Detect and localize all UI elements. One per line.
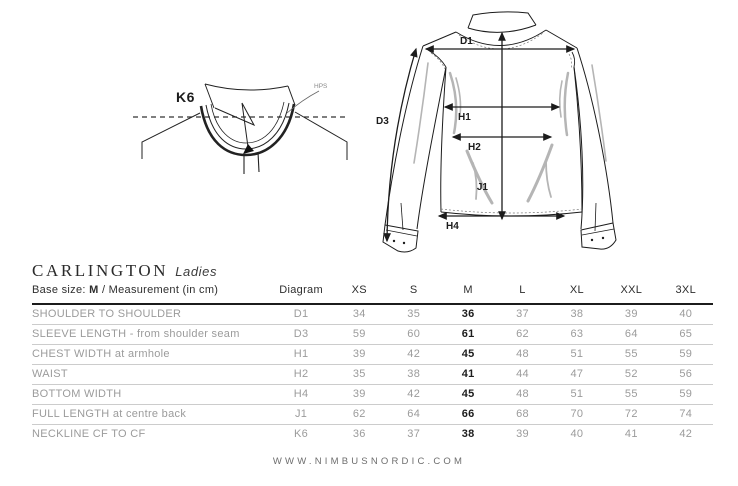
diagram-code: H2 xyxy=(270,364,332,384)
size-value-l: 39 xyxy=(516,428,529,441)
column-header-l: L xyxy=(495,284,549,304)
size-value-3xl: 59 xyxy=(659,344,713,364)
h4-label: H4 xyxy=(446,221,459,232)
size-value-s: 42 xyxy=(387,344,441,364)
d3-label: D3 xyxy=(376,116,389,127)
size-value-m: 45 xyxy=(441,384,495,404)
size-value-s: 60 xyxy=(387,324,441,344)
diagram-code: H4 xyxy=(270,384,332,404)
measurement-label: SLEEVE LENGTH - from shoulder seam xyxy=(32,324,270,344)
size-value-xl: 40 xyxy=(570,428,584,441)
diagram-code: H1 xyxy=(270,344,332,364)
size-value-xl: 51 xyxy=(550,384,604,404)
product-name: CARLINGTON xyxy=(32,261,169,280)
size-value-xxl: 52 xyxy=(604,364,658,384)
size-value-xl: 47 xyxy=(550,364,604,384)
measurement-unit-label: / Measurement (in cm) xyxy=(101,284,219,296)
j1-label: J1 xyxy=(476,182,488,193)
measurement-label: NECKLINE CF TO CF xyxy=(32,428,146,441)
diagram-code: K6 xyxy=(294,428,309,441)
size-value-l: 68 xyxy=(495,404,549,424)
size-value-xl: 63 xyxy=(550,324,604,344)
size-value-s: 42 xyxy=(387,384,441,404)
diagram-code: D1 xyxy=(270,304,332,324)
size-value-m: 41 xyxy=(441,364,495,384)
column-header-xxl: XXL xyxy=(604,284,658,304)
size-table xyxy=(32,284,713,444)
base-size-prefix: Base size: xyxy=(32,284,86,296)
size-value-xxl: 55 xyxy=(604,384,658,404)
size-value-xs: 39 xyxy=(332,384,386,404)
column-header-s: S xyxy=(387,284,441,304)
column-header-3xl: 3XL xyxy=(659,284,713,304)
size-value-m: 66 xyxy=(441,404,495,424)
shirt-measurement-diagram xyxy=(370,3,620,255)
size-value-l: 62 xyxy=(495,324,549,344)
size-value-xxl: 55 xyxy=(604,344,658,364)
table-header-row xyxy=(32,284,713,304)
size-value-xxl: 64 xyxy=(604,324,658,344)
size-value-xl: 38 xyxy=(550,304,604,324)
size-value-xxl: 41 xyxy=(624,428,638,441)
size-value-s: 37 xyxy=(407,428,421,441)
size-value-3xl: 56 xyxy=(659,364,713,384)
size-value-3xl: 42 xyxy=(679,428,693,441)
table-row xyxy=(32,344,713,364)
size-value-3xl: 74 xyxy=(659,404,713,424)
size-value-l: 48 xyxy=(495,344,549,364)
size-value-m: 36 xyxy=(441,304,495,324)
column-header-m: M xyxy=(441,284,495,304)
website-link[interactable]: WWW.NIMBUSNORDIC.COM xyxy=(272,456,466,467)
product-title xyxy=(32,261,217,281)
column-header-xs: XS xyxy=(332,284,386,304)
diagram-code: J1 xyxy=(270,404,332,424)
size-value-3xl: 65 xyxy=(659,324,713,344)
table-row xyxy=(32,324,713,344)
size-value-xs: 36 xyxy=(352,428,366,441)
d1-label: D1 xyxy=(460,36,473,47)
column-header-diagram: Diagram xyxy=(270,284,332,304)
size-value-3xl: 40 xyxy=(659,304,713,324)
size-value-xl: 70 xyxy=(550,404,604,424)
size-value-xs: 39 xyxy=(332,344,386,364)
table-row xyxy=(32,424,713,444)
size-value-s: 35 xyxy=(387,304,441,324)
size-value-m: 61 xyxy=(441,324,495,344)
collar-detail-diagram xyxy=(115,62,355,190)
h2-label: H2 xyxy=(468,142,481,153)
size-value-xs: 34 xyxy=(332,304,386,324)
size-value-m: 45 xyxy=(441,344,495,364)
measurement-label: CHEST WIDTH at armhole xyxy=(32,344,270,364)
table-row xyxy=(32,364,713,384)
diagram-code: D3 xyxy=(270,324,332,344)
measurement-label: FULL LENGTH at centre back xyxy=(32,404,270,424)
size-value-l: 37 xyxy=(495,304,549,324)
size-value-3xl: 59 xyxy=(659,384,713,404)
hps-label: HPS xyxy=(314,83,328,90)
size-value-s: 64 xyxy=(387,404,441,424)
size-value-xs: 59 xyxy=(332,324,386,344)
size-value-xs: 35 xyxy=(332,364,386,384)
size-value-l: 48 xyxy=(495,384,549,404)
size-value-l: 44 xyxy=(495,364,549,384)
size-value-xxl: 72 xyxy=(604,404,658,424)
size-value-m: 38 xyxy=(461,428,475,441)
size-value-xxl: 39 xyxy=(604,304,658,324)
k6-label: K6 xyxy=(176,89,195,105)
table-row xyxy=(32,304,713,324)
product-variant: Ladies xyxy=(175,264,218,279)
table-row xyxy=(32,404,713,424)
h1-label: H1 xyxy=(458,112,471,123)
base-size-value: M xyxy=(89,284,99,296)
size-value-s: 38 xyxy=(387,364,441,384)
measurement-label: WAIST xyxy=(32,364,270,384)
table-row xyxy=(32,384,713,404)
measurement-label: BOTTOM WIDTH xyxy=(32,384,270,404)
column-header-xl: XL xyxy=(550,284,604,304)
size-value-xs: 62 xyxy=(332,404,386,424)
base-size-header xyxy=(32,284,270,304)
size-value-xl: 51 xyxy=(550,344,604,364)
measurement-label: SHOULDER TO SHOULDER xyxy=(32,304,270,324)
